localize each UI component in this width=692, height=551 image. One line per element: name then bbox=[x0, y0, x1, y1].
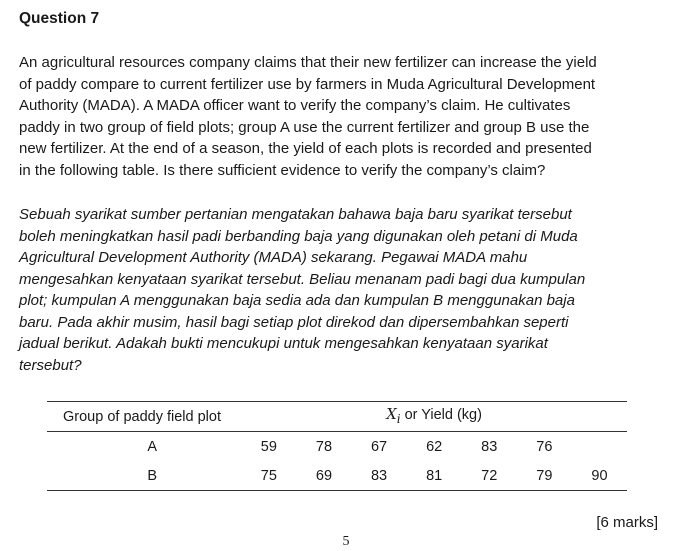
yield-cell: 59 bbox=[260, 438, 277, 455]
malay-line: baru. Pada akhir musim, hasil bagi setiap plot direkod dan dipersembahkan seperti bbox=[19, 313, 569, 331]
yield-cell: 81 bbox=[407, 461, 462, 491]
question-text-malay bbox=[19, 204, 679, 376]
yield-cell: 79 bbox=[517, 461, 572, 491]
malay-line: boleh meningkatkan hasil padi berbanding baja yang digunakan oleh petani di Muda bbox=[19, 227, 578, 245]
english-line: paddy in two group of field plots; group A use the current fertilizer and group B use the bbox=[19, 118, 590, 136]
malay-line: mengesahkan kenyataan syarikat tersebut. Beliau menanam padi bagi dua kumpulan bbox=[19, 270, 586, 288]
yield-cell: 72 bbox=[462, 461, 517, 491]
yield-column-header bbox=[241, 402, 627, 432]
english-line: of paddy compare to current fertilizer use by farmers in Muda Agricultural Development bbox=[19, 75, 596, 93]
marks-label: [6 marks] bbox=[596, 514, 658, 531]
yield-cell: 62 bbox=[426, 438, 443, 455]
table-row bbox=[47, 432, 627, 462]
yield-cell: 69 bbox=[296, 461, 351, 491]
english-line: An agricultural resources company claims that their new fertilizer can increase the yield bbox=[19, 54, 597, 71]
english-line: new fertilizer. At the end of a season, the yield of each plots is recorded and presented bbox=[19, 140, 592, 157]
yield-cell: 83 bbox=[352, 461, 407, 491]
malay-line: plot; kumpulan A menggunakan baja sedia ada dan kumpulan B menggunakan baja bbox=[19, 292, 575, 309]
question-text-english bbox=[19, 52, 679, 181]
group-label: A bbox=[147, 438, 157, 455]
yield-cell bbox=[572, 432, 627, 462]
table-header-row bbox=[47, 402, 627, 432]
yield-cell: 76 bbox=[536, 438, 553, 455]
yield-table bbox=[47, 401, 627, 491]
yield-variable: X bbox=[386, 407, 397, 424]
english-line: in the following table. Is there sufficient evidence to verify the company’s claim? bbox=[19, 161, 546, 179]
page-number: 5 bbox=[342, 534, 350, 549]
group-column-header: Group of paddy field plot bbox=[47, 402, 241, 432]
yield-cell: 78 bbox=[315, 438, 333, 455]
yield-cell: 83 bbox=[481, 438, 498, 455]
malay-line: tersebut? bbox=[19, 356, 82, 374]
yield-header-text: or Yield (kg) bbox=[400, 407, 482, 424]
malay-line: Agricultural Development Authority (MADA) sekarang. Pegawai MADA mahu bbox=[19, 249, 528, 266]
malay-line: Sebuah syarikat sumber pertanian mengatakan bahawa baja baru syarikat tersebut bbox=[19, 206, 572, 223]
yield-subscript: i bbox=[396, 411, 401, 426]
question-title: Question 7 bbox=[19, 10, 100, 27]
yield-cell: 90 bbox=[572, 461, 627, 491]
table-row bbox=[47, 461, 627, 491]
english-line: Authority (MADA). A MADA officer want to verify the company’s claim. He cultivates bbox=[19, 97, 571, 114]
malay-line: jadual berikut. Adakah bukti mencukupi untuk mengesahkan kenyataan syarikat bbox=[19, 335, 548, 352]
yield-cell: 67 bbox=[370, 438, 388, 455]
yield-cell: 75 bbox=[241, 461, 296, 491]
group-label: B bbox=[47, 461, 241, 491]
